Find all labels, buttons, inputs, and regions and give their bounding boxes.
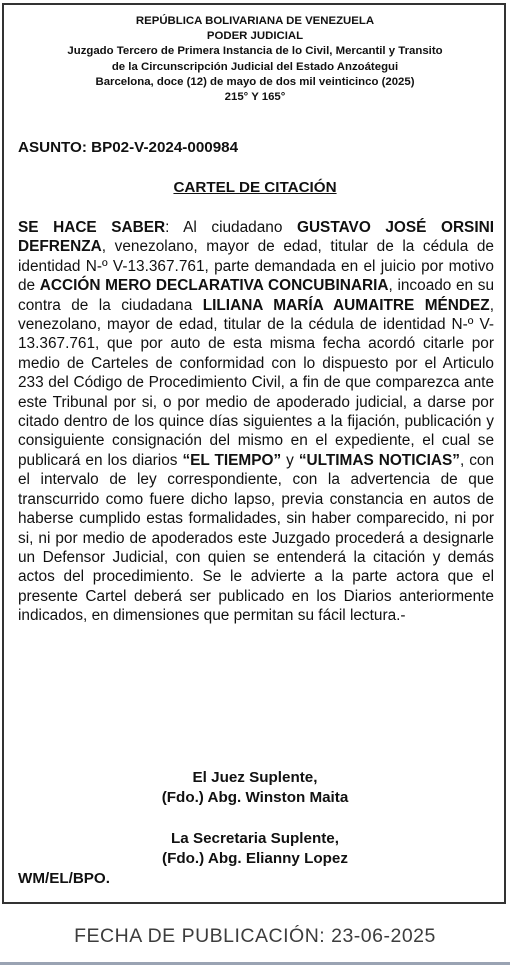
publication-date: FECHA DE PUBLICACIÓN: 23-06-2025 [74,925,436,947]
plaintiff-name: LILIANA MARÍA AUMAITRE MÉNDEZ [202,296,490,314]
body-text-2: , venezolano, mayor de edad, titular de la cédula de identidad N-º V-13.367.761, parte demandada en el juicio por motivo de [18,238,494,295]
judge-signature [0,768,510,808]
header-court-name: Juzgado Tercero de Primera Instancia de lo Civil, Mercantil y Transito [67,45,443,58]
secretary-signature [0,829,510,869]
newspaper-1: “EL TIEMPO” [182,451,282,469]
body-text-6: , con el intervalo de ley correspondiente, con la advertencia de que transcurrido como fuere dicho lapso, previa constancia en autos de haberse cumplido estas formalidades, sin haber comparecido, ni por si, ni por medio de apoderados este Juzgado procederá a designarle un Defensor Judicial, con quien se entenderá la citación y demás actos del procedimiento. Se le advierte a la parte actora que el presente Cartel deberá ser publicado en los Diarios anteriormente indicados, en dimensiones que permitan su fácil lectura.- [18,451,495,625]
secretary-role: La Secretaria Suplente, [171,830,339,847]
body-text-1: : Al ciudadano [165,219,297,236]
case-motive: ACCIÓN MERO DECLARATIVA CONCUBINARIA [39,277,389,295]
header-republic: REPÚBLICA BOLIVARIANA DE VENEZUELA [135,15,375,27]
footer-divider [0,962,510,965]
body-text-5: y [281,451,299,469]
header-years: 215° Y 165° [224,91,286,104]
body-text-3: , incoado en su contra de la ciudadana [18,277,495,314]
case-number: ASUNTO: BP02-V-2024-000984 [18,139,239,156]
header-jurisdiction: de la Circunscripción Judicial del Estado Anzoátegui [111,60,399,73]
defendant-name: GUSTAVO JOSÉ ORSINI DEFRENZA [18,219,494,256]
secretary-name: (Fdo.) Abg. Elianny Lopez [162,850,348,867]
document-initials: WM/EL/BPO. [18,870,110,887]
document-title: CARTEL DE CITACIÓN [173,179,337,196]
judge-name: (Fdo.) Abg. Winston Maita [161,789,349,806]
body-lead-phrase: SE HACE SABER [18,219,166,236]
judge-role: El Juez Suplente, [192,769,318,786]
body-text-4: , venezolano, mayor de edad, titular de la cédula de identidad N-º V-13.367.761, que por auto de esta misma fecha acordó citarle por medio de Carteles de conformidad con lo dispuesto por el Articulo 233 del Código de Procedimiento Civil, a fin de que comparezca ante este Tribunal por si, o por medio de apoderado judicial, a darse por citado dentro de los quince días siguientes a la fijación, publicación y consiguiente consignación del mismo en el expediente, el cual se publicará en los diarios [18,296,494,469]
header-judicial-power: PODER JUDICIAL [206,30,304,43]
court-header [8,14,502,105]
header-place-date: Barcelona, doce (12) de mayo de dos mil veinticinco (2025) [95,75,415,88]
notice-body [18,218,494,626]
newspaper-2: “ULTIMAS NOTICIAS” [298,451,460,469]
